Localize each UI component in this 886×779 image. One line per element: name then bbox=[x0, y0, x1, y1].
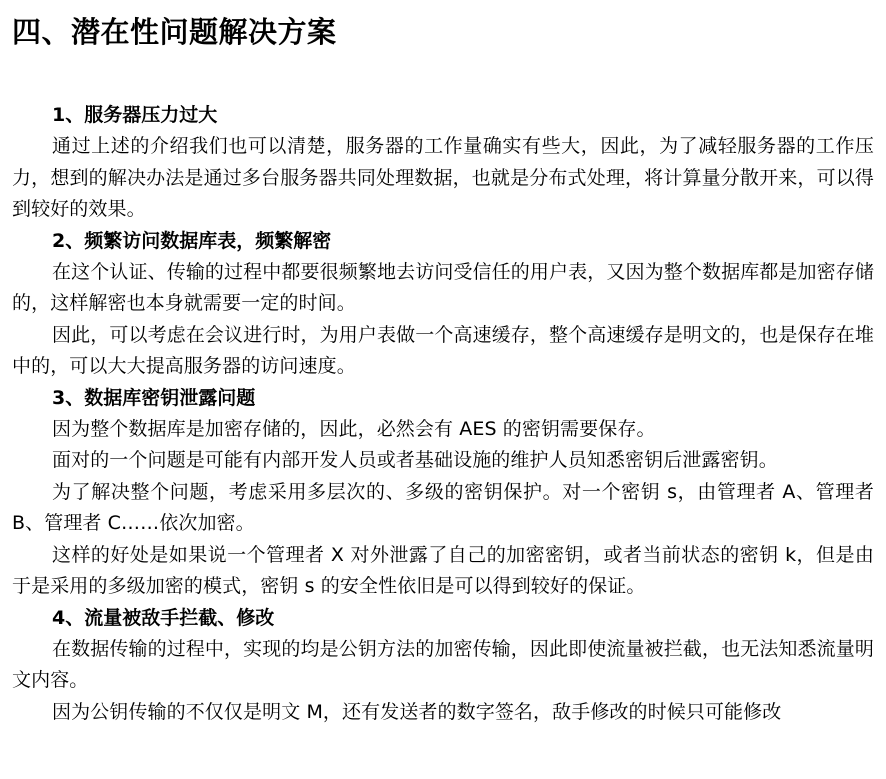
subsection-frequent-access bbox=[12, 226, 874, 383]
subsection-heading: 4、流量被敌手拦截、修改 bbox=[52, 606, 275, 629]
paragraph: 这样的好处是如果说一个管理者 X 对外泄露了自己的加密密钥，或者当前状态的密钥 k，但是由于是采用的多级加密的模式，密钥 s 的安全性依旧是可以得到较好的保证。 bbox=[12, 543, 874, 597]
subsection-key-leak bbox=[12, 383, 874, 603]
subsection-heading: 1、服务器压力过大 bbox=[52, 104, 218, 126]
subsection-heading: 3、数据库密钥泄露问题 bbox=[52, 386, 256, 409]
paragraph: 因此，可以考虑在会议进行时，为用户表做一个高速缓存，整个高速缓存是明文的，也是保存在堆中的，可以大大提高服务器的访问速度。 bbox=[12, 323, 874, 377]
document-page bbox=[12, 10, 874, 728]
paragraph: 在这个认证、传输的过程中都要很频繁地去访问受信任的用户表，又因为整个数据库都是加密存储的，这样解密也本身就需要一定的时间。 bbox=[12, 260, 874, 314]
paragraph: 面对的一个问题是可能有内部开发人员或者基础设施的维护人员知悉密钥后泄露密钥。 bbox=[52, 449, 778, 471]
paragraph: 因为整个数据库是加密存储的，因此，必然会有 AES 的密钥需要保存。 bbox=[52, 417, 656, 440]
section-title: 四、潜在性问题解决方案 bbox=[12, 15, 337, 49]
paragraph: 为了解决整个问题，考虑采用多层次的、多级的密钥保护。对一个密钥 s，由管理者 A、管理者 B、管理者 C……依次加密。 bbox=[12, 480, 874, 534]
paragraph: 在数据传输的过程中，实现的均是公钥方法的加密传输，因此即使流量被拦截，也无法知悉流量明文内容。 bbox=[12, 637, 874, 691]
paragraph: 因为公钥传输的不仅仅是明文 M，还有发送者的数字签名，敌手修改的时候只可能修改 bbox=[52, 700, 782, 723]
subsection-traffic-intercept bbox=[12, 603, 874, 729]
subsection-server-load bbox=[12, 100, 874, 226]
paragraph: 通过上述的介绍我们也可以清楚，服务器的工作量确实有些大，因此，为了减轻服务器的工作压力，想到的解决办法是通过多台服务器共同处理数据，也就是分布式处理，将计算量分散开来，可以得到较好的效果。 bbox=[12, 135, 874, 220]
subsection-heading: 2、频繁访问数据库表，频繁解密 bbox=[52, 229, 332, 252]
